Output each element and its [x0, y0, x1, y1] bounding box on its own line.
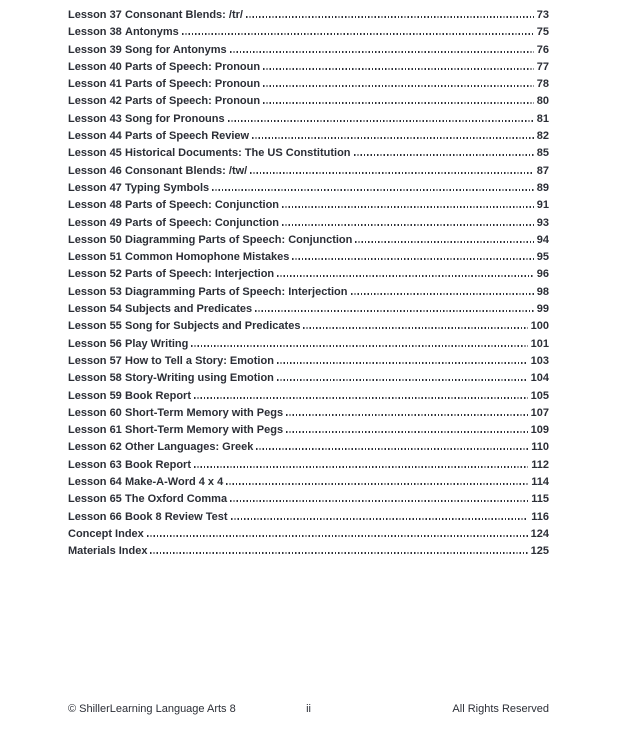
- toc-row[interactable]: [68, 113, 549, 130]
- toc-row[interactable]: [68, 320, 549, 337]
- toc-lesson-label: Lesson 47: [68, 181, 122, 194]
- dot-leader: [226, 483, 528, 485]
- dot-leader: [231, 518, 529, 520]
- dot-leader: [292, 258, 533, 260]
- toc-page-number: 81: [536, 112, 549, 125]
- toc-row[interactable]: [68, 78, 549, 95]
- toc-page-number: 93: [536, 216, 549, 229]
- toc-entry-title: Play Writing: [125, 337, 189, 350]
- toc-row[interactable]: [68, 459, 549, 476]
- toc-row[interactable]: [68, 268, 549, 285]
- dot-leader: [191, 345, 527, 347]
- toc-page-number: 112: [531, 458, 549, 471]
- toc-page-number: 77: [536, 60, 549, 73]
- toc-row[interactable]: [68, 545, 549, 562]
- dot-leader: [246, 16, 534, 18]
- dot-leader: [277, 379, 528, 381]
- toc-lesson-label: Lesson 37: [68, 9, 122, 21]
- toc-entry-title: Book Report: [125, 458, 191, 471]
- toc-row[interactable]: [68, 372, 549, 389]
- toc-page-number: 82: [536, 130, 549, 143]
- toc-entry-title: Typing Symbols: [125, 181, 210, 194]
- toc-page-number: 124: [530, 527, 549, 540]
- toc-page-number: 115: [531, 493, 549, 506]
- toc-row[interactable]: [68, 61, 549, 78]
- toc-entry-title: Common Homophone Mistakes: [125, 251, 290, 264]
- toc-row[interactable]: [68, 26, 549, 43]
- toc-row[interactable]: [68, 147, 549, 164]
- toc-entry-title: Other Languages: Greek: [125, 441, 254, 454]
- toc-entry-title: Parts of Speech: Conjunction: [125, 199, 280, 212]
- dot-leader: [250, 172, 534, 174]
- toc-lesson-label: Lesson 45: [68, 147, 122, 160]
- toc-lesson-label: Lesson 63: [68, 458, 122, 471]
- toc-entry-title: Parts of Speech: Pronoun: [125, 95, 261, 108]
- dot-leader: [354, 154, 534, 156]
- toc-page-number: 100: [530, 320, 549, 333]
- toc-row[interactable]: [68, 130, 549, 147]
- toc-page-number: 78: [536, 78, 549, 91]
- toc-lesson-label: Lesson 38: [68, 26, 122, 39]
- toc-entry-title: Diagramming Parts of Speech: Conjunction: [125, 233, 353, 246]
- toc-row[interactable]: [68, 234, 549, 251]
- dot-leader: [194, 397, 528, 399]
- toc-row[interactable]: [68, 95, 549, 112]
- toc-row[interactable]: [68, 476, 549, 493]
- toc-row[interactable]: [68, 9, 549, 26]
- dot-leader: [263, 102, 534, 104]
- toc-entry-title: Short-Term Memory with Pegs: [125, 406, 284, 419]
- toc-lesson-label: Lesson 61: [68, 424, 122, 437]
- toc-page-number: 89: [536, 181, 549, 194]
- dot-leader: [277, 275, 534, 277]
- dot-leader: [282, 224, 534, 226]
- toc-lesson-label: Lesson 40: [68, 60, 122, 73]
- toc-entry-title: Make-A-Word 4 x 4: [125, 476, 224, 489]
- toc-page-number: 104: [530, 372, 549, 385]
- dot-leader: [351, 293, 534, 295]
- toc-lesson-label: Lesson 49: [68, 216, 122, 229]
- toc-page-number: 101: [530, 337, 549, 350]
- toc-lesson-label: Lesson 44: [68, 130, 122, 143]
- toc-page-number: 94: [536, 233, 549, 246]
- toc-page-number: 91: [536, 199, 549, 212]
- toc-page-number: 103: [530, 354, 549, 367]
- toc-row[interactable]: [68, 355, 549, 372]
- toc-entry-title: Short-Term Memory with Pegs: [125, 424, 284, 437]
- toc-lesson-label: Lesson 64: [68, 476, 122, 489]
- dot-leader: [282, 206, 534, 208]
- toc-entry-title: Parts of Speech: Pronoun: [125, 60, 261, 73]
- dot-leader: [255, 310, 534, 312]
- toc-row[interactable]: [68, 338, 549, 355]
- toc-lesson-label: Lesson 60: [68, 406, 122, 419]
- toc-row[interactable]: [68, 303, 549, 320]
- toc-page-number: 105: [530, 389, 549, 402]
- toc-lesson-label: Lesson 52: [68, 268, 122, 281]
- toc-page-number: 95: [536, 251, 549, 264]
- dot-leader: [252, 137, 534, 139]
- toc-page-number: 73: [536, 9, 549, 21]
- toc-row[interactable]: [68, 286, 549, 303]
- toc-lesson-label: Lesson 42: [68, 95, 122, 108]
- footer-rights: All Rights Reserved: [452, 703, 550, 715]
- toc-lesson-label: Lesson 56: [68, 337, 122, 350]
- dot-leader: [263, 85, 534, 87]
- dot-leader: [182, 33, 534, 35]
- toc-entry-title: Song for Subjects and Predicates: [125, 320, 301, 333]
- toc-page-number: 98: [536, 285, 549, 298]
- toc-entry-title: Book 8 Review Test: [125, 510, 228, 523]
- dot-leader: [212, 189, 534, 191]
- dot-leader: [230, 51, 534, 53]
- toc-entry-title: How to Tell a Story: Emotion: [125, 354, 274, 367]
- toc-row[interactable]: [68, 511, 549, 528]
- toc-page-number: 85: [536, 147, 549, 160]
- toc-page-number: 75: [536, 26, 549, 39]
- toc-page-number: 109: [530, 424, 549, 437]
- footer-page-roman-numeral: ii: [306, 703, 311, 715]
- toc-entry-title: Book Report: [125, 389, 191, 402]
- toc-page-number: 110: [531, 441, 549, 454]
- toc-lesson-label: Lesson 41: [68, 78, 122, 91]
- toc-lesson-label: Lesson 58: [68, 372, 122, 385]
- toc-page-number: 96: [536, 268, 549, 281]
- toc-row[interactable]: [68, 44, 549, 61]
- toc-entry-title: Song for Antonyms: [125, 43, 227, 56]
- toc-entry-title: Historical Documents: The US Constitution: [125, 147, 351, 160]
- toc-entry-title: Consonant Blends: /tr/: [125, 9, 243, 21]
- dot-leader: [286, 414, 528, 416]
- toc-row[interactable]: [68, 528, 549, 545]
- toc-page-number: 76: [536, 43, 549, 56]
- toc-lesson-label: Lesson 51: [68, 251, 122, 264]
- toc-lesson-label: Lesson 65: [68, 493, 122, 506]
- toc-page-number: 116: [531, 510, 549, 523]
- toc-page-number: 99: [536, 303, 549, 316]
- dot-leader: [256, 448, 528, 450]
- toc-page-number: 80: [536, 95, 549, 108]
- toc-lesson-label: Lesson 48: [68, 199, 122, 212]
- toc-entry-title: Concept Index: [68, 527, 144, 540]
- toc-lesson-label: Lesson 50: [68, 233, 122, 246]
- toc-entry-title: The Oxford Comma: [125, 493, 228, 506]
- toc-entry-title: Parts of Speech: Pronoun: [125, 78, 261, 91]
- dot-leader: [228, 120, 534, 122]
- toc-lesson-label: Lesson 39: [68, 43, 122, 56]
- toc-entry-title: Parts of Speech: Interjection: [125, 268, 275, 281]
- toc-lesson-label: Lesson 59: [68, 389, 122, 402]
- toc-row[interactable]: [68, 493, 549, 510]
- toc-entry-title: Subjects and Predicates: [125, 303, 253, 316]
- toc-entry-title: Antonyms: [125, 26, 179, 39]
- toc-row[interactable]: [68, 424, 549, 441]
- dot-leader: [303, 327, 527, 329]
- dot-leader: [286, 431, 528, 433]
- toc-page-number: 125: [530, 545, 549, 558]
- toc-entry-title: Materials Index: [68, 545, 148, 558]
- toc-lesson-label: Lesson 62: [68, 441, 122, 454]
- toc-entry-title: Diagramming Parts of Speech: Interjection: [125, 285, 348, 298]
- toc-lesson-label: Lesson 53: [68, 285, 122, 298]
- dot-leader: [355, 241, 533, 243]
- dot-leader: [263, 68, 534, 70]
- table-of-contents: [68, 9, 549, 563]
- toc-entry-title: Parts of Speech Review: [125, 130, 250, 143]
- toc-lesson-label: Lesson 43: [68, 112, 122, 125]
- toc-page-number: 87: [536, 164, 549, 177]
- toc-entry-title: Consonant Blends: /tw/: [125, 164, 248, 177]
- toc-lesson-label: Lesson 57: [68, 354, 122, 367]
- toc-row[interactable]: [68, 165, 549, 182]
- toc-entry-title: Story-Writing using Emotion: [125, 372, 274, 385]
- page-footer: [68, 703, 549, 715]
- toc-entry-title: Song for Pronouns: [125, 112, 225, 125]
- dot-leader: [150, 552, 527, 554]
- toc-entry-title: Parts of Speech: Conjunction: [125, 216, 280, 229]
- dot-leader: [277, 362, 528, 364]
- dot-leader: [230, 500, 528, 502]
- dot-leader: [147, 535, 528, 537]
- toc-page-number: 114: [531, 476, 549, 489]
- toc-row[interactable]: [68, 390, 549, 407]
- toc-row[interactable]: [68, 407, 549, 424]
- toc-lesson-label: Lesson 46: [68, 164, 122, 177]
- toc-lesson-label: Lesson 54: [68, 303, 122, 316]
- footer-copyright: © ShillerLearning Language Arts 8: [68, 703, 236, 715]
- toc-row[interactable]: [68, 199, 549, 216]
- toc-row[interactable]: [68, 217, 549, 234]
- toc-row[interactable]: [68, 182, 549, 199]
- dot-leader: [194, 466, 528, 468]
- toc-row[interactable]: [68, 441, 549, 458]
- toc-lesson-label: Lesson 66: [68, 510, 122, 523]
- toc-page-number: 107: [530, 406, 549, 419]
- toc-row[interactable]: [68, 251, 549, 268]
- toc-lesson-label: Lesson 55: [68, 320, 122, 333]
